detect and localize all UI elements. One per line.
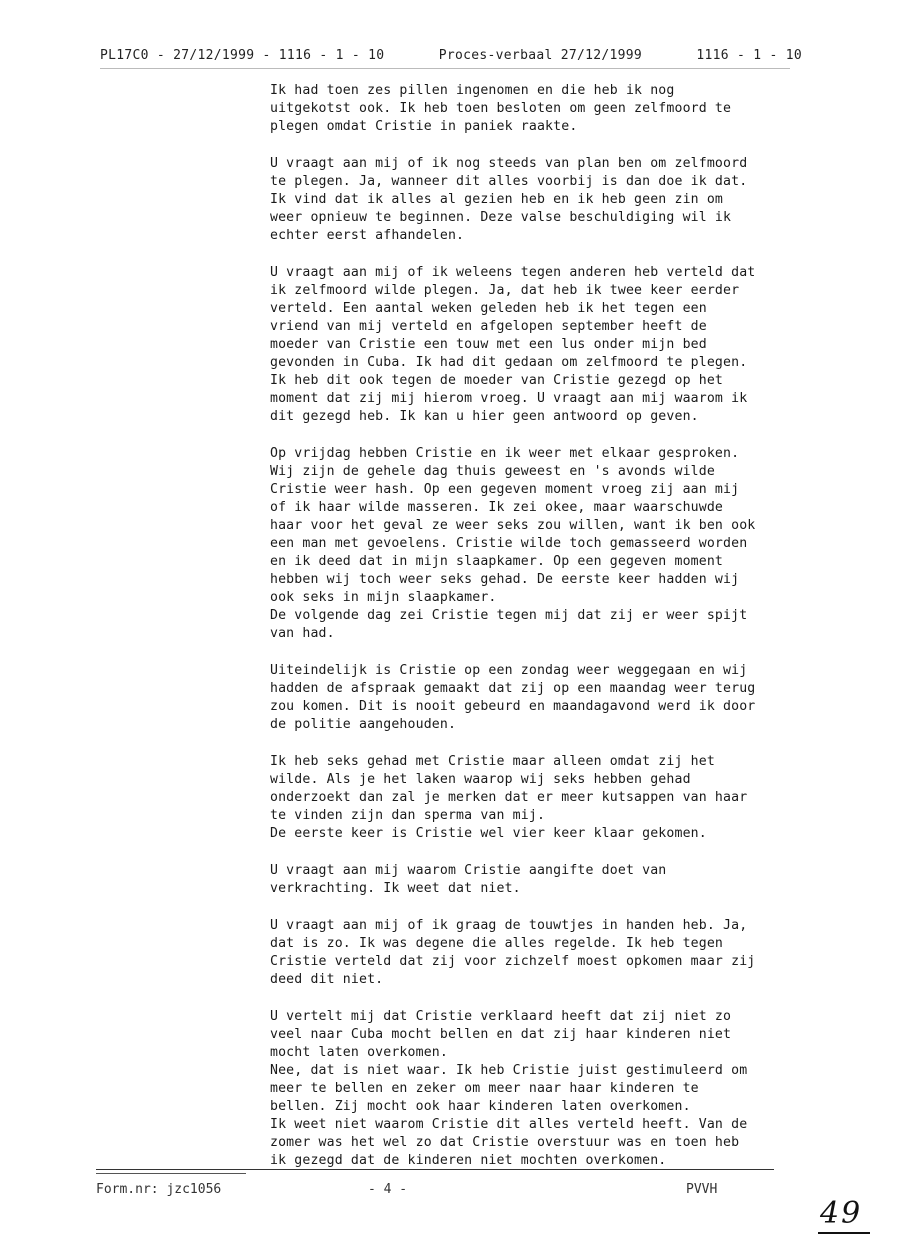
footer-initials: PVVH — [686, 1182, 718, 1197]
statement-paragraph — [270, 753, 830, 843]
statement-line: mocht laten overkomen. — [270, 1045, 448, 1060]
statement-line: haar voor het geval ze weer seks zou willen, want ik ben ook — [270, 518, 756, 533]
footer-divider-short — [96, 1173, 246, 1174]
statement-line: Ik heb dit ook tegen de moeder van Cristie gezegd op het — [270, 373, 724, 388]
statement-line: Wij zijn de gehele dag thuis geweest en 's avonds wilde — [270, 464, 715, 479]
statement-line: of ik haar wilde masseren. Ik zei okee, maar waarschuwde — [270, 500, 724, 515]
statement-line: uitgekotst ook. Ik heb toen besloten om geen zelfmoord te — [270, 101, 732, 116]
statement-line: veel naar Cuba mocht bellen en dat zij haar kinderen niet — [270, 1027, 732, 1042]
statement-line: wilde. Als je het laken waarop wij seks hebben gehad — [270, 772, 691, 787]
statement-line: bellen. Zij mocht ook haar kinderen laten overkomen. — [270, 1099, 691, 1114]
statement-line: deed dit niet. — [270, 972, 384, 987]
header-underline — [100, 68, 790, 69]
statement-line: De volgende dag zei Cristie tegen mij dat zij er weer spijt — [270, 608, 748, 623]
statement-line: een man met gevoelens. Cristie wilde toch gemasseerd worden — [270, 536, 748, 551]
statement-line: U vraagt aan mij waarom Cristie aangifte doet van — [270, 863, 667, 878]
statement-line: Cristie weer hash. Op een gegeven moment vroeg zij aan mij — [270, 482, 740, 497]
statement-line: vriend van mij verteld en afgelopen september heeft de — [270, 319, 707, 334]
statement-line: hadden de afspraak gemaakt dat zij op een maandag weer terug — [270, 681, 756, 696]
header-case-number: 1116 - 1 - 10 — [696, 48, 802, 63]
header-reference: PL17C0 - 27/12/1999 - 1116 - 1 - 10 — [100, 48, 385, 63]
statement-line: Ik heb seks gehad met Cristie maar alleen omdat zij het — [270, 754, 715, 769]
statement-line: Uiteindelijk is Cristie op een zondag weer weggegaan en wij — [270, 663, 748, 678]
statement-line: plegen omdat Cristie in paniek raakte. — [270, 119, 578, 134]
statement-line: te vinden zijn dan sperma van mij. — [270, 808, 546, 823]
statement-paragraph — [270, 917, 830, 989]
statement-line: verkrachting. Ik weet dat niet. — [270, 881, 521, 896]
statement-paragraph — [270, 82, 830, 136]
statement-line: moment dat zij mij hierom vroeg. U vraagt aan mij waarom ik — [270, 391, 748, 406]
statement-line: zomer was het wel zo dat Cristie overstuur was en toen heb — [270, 1135, 740, 1150]
statement-paragraph — [270, 662, 830, 734]
statement-line: gevonden in Cuba. Ik had dit gedaan om zelfmoord te plegen. — [270, 355, 748, 370]
statement-paragraph — [270, 1008, 830, 1170]
footer-page-number: - 4 - — [368, 1182, 408, 1197]
statement-line: meer te bellen en zeker om meer naar haar kinderen te — [270, 1081, 699, 1096]
statement-line: U vraagt aan mij of ik nog steeds van plan ben om zelfmoord — [270, 156, 748, 171]
statement-paragraph — [270, 264, 830, 426]
statement-line: Op vrijdag hebben Cristie en ik weer met elkaar gesproken. — [270, 446, 740, 461]
footer-form-number: Form.nr: jzc1056 — [96, 1182, 222, 1197]
statement-paragraph — [270, 862, 830, 898]
statement-line: Ik vind dat ik alles al gezien heb en ik heb geen zin om — [270, 192, 724, 207]
statement-line: verteld. Een aantal weken geleden heb ik het tegen een — [270, 301, 707, 316]
statement-line: dit gezegd heb. Ik kan u hier geen antwoord op geven. — [270, 409, 699, 424]
statement-line: moeder van Cristie een touw met een lus onder mijn bed — [270, 337, 707, 352]
document-header — [100, 48, 802, 63]
statement-line: te plegen. Ja, wanneer dit alles voorbij is dan doe ik dat. — [270, 174, 748, 189]
statement-line: dat is zo. Ik was degene die alles regelde. Ik heb tegen — [270, 936, 724, 951]
handwritten-underline — [818, 1232, 870, 1234]
statement-line: de politie aangehouden. — [270, 717, 457, 732]
statement-line: Ik weet niet waarom Cristie dit alles verteld heeft. Van de — [270, 1117, 748, 1132]
handwritten-page-number: 49 — [820, 1196, 863, 1231]
statement-line: hebben wij toch weer seks gehad. De eerste keer hadden wij — [270, 572, 740, 587]
statement-line: Cristie verteld dat zij voor zichzelf moest opkomen maar zij — [270, 954, 756, 969]
statement-line: van had. — [270, 626, 335, 641]
statement-line: De eerste keer is Cristie wel vier keer klaar gekomen. — [270, 826, 707, 841]
statement-line: ik gezegd dat de kinderen niet mochten overkomen. — [270, 1153, 667, 1168]
statement-line: Nee, dat is niet waar. Ik heb Cristie juist gestimuleerd om — [270, 1063, 748, 1078]
footer-divider — [96, 1169, 774, 1170]
header-document-title: Proces-verbaal 27/12/1999 — [438, 48, 642, 63]
statement-line: echter eerst afhandelen. — [270, 228, 465, 243]
statement-paragraph — [270, 155, 830, 245]
statement-line: U vraagt aan mij of ik weleens tegen anderen heb verteld dat — [270, 265, 756, 280]
statement-line: U vertelt mij dat Cristie verklaard heeft dat zij niet zo — [270, 1009, 732, 1024]
statement-line: Ik had toen zes pillen ingenomen en die heb ik nog — [270, 83, 675, 98]
statement-body — [270, 82, 830, 1189]
statement-line: en ik deed dat in mijn slaapkamer. Op een gegeven moment — [270, 554, 724, 569]
statement-paragraph — [270, 445, 830, 643]
statement-line: onderzoekt dan zal je merken dat er meer kutsappen van haar — [270, 790, 748, 805]
statement-line: weer opnieuw te beginnen. Deze valse beschuldiging wil ik — [270, 210, 732, 225]
statement-line: zou komen. Dit is nooit gebeurd en maandagavond werd ik door — [270, 699, 756, 714]
statement-line: ook seks in mijn slaapkamer. — [270, 590, 497, 605]
statement-line: ik zelfmoord wilde plegen. Ja, dat heb ik twee keer eerder — [270, 283, 740, 298]
statement-line: U vraagt aan mij of ik graag de touwtjes in handen heb. Ja, — [270, 918, 748, 933]
